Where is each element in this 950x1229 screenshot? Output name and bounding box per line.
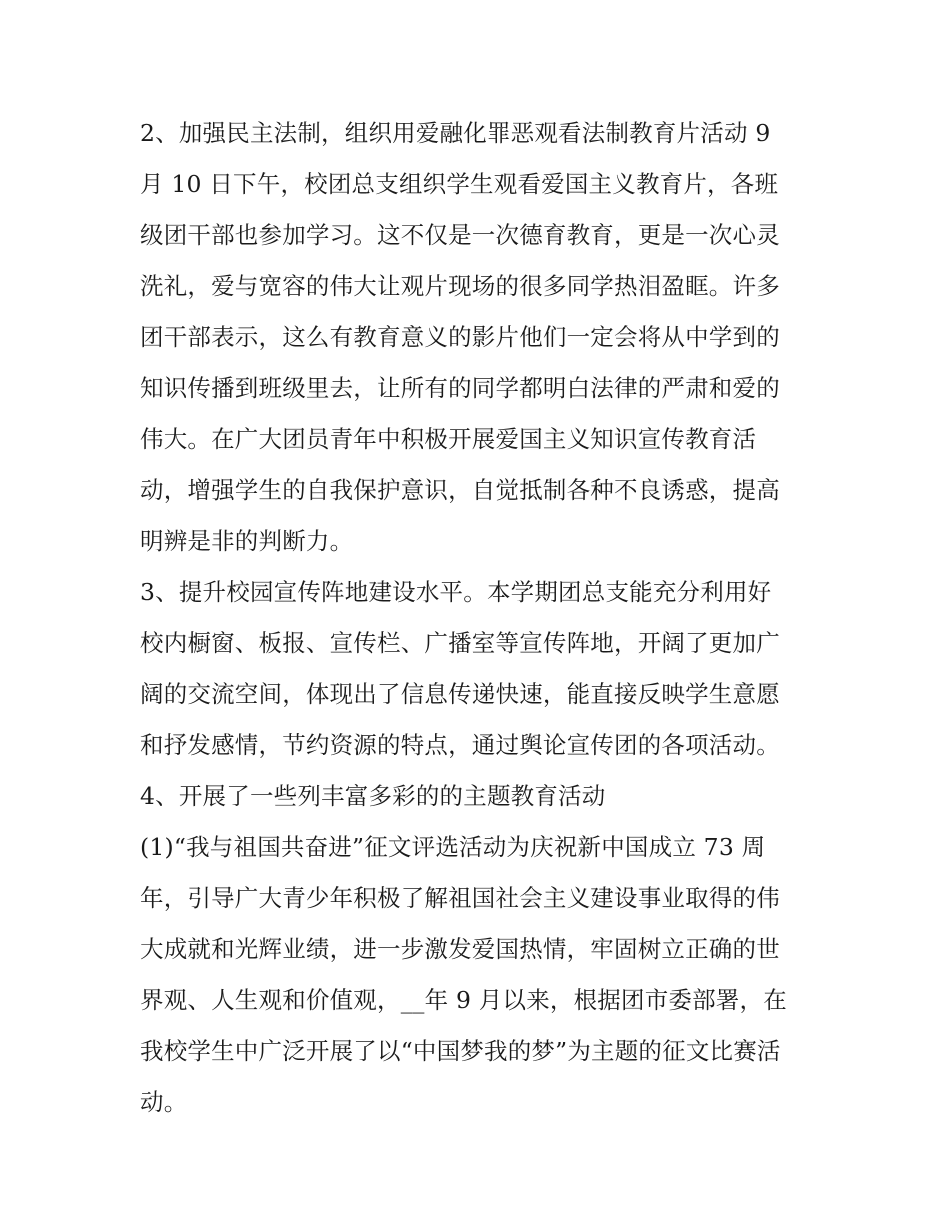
text-line: 阔的交流空间，体现出了信息传递快速，能直接反映学生意愿 [140, 680, 780, 708]
text-line: 2、加强民主法制，组织用爱融化罪恶观看法制教育片活动 9 [140, 119, 771, 147]
text-line: 年，引导广大青少年积极了解祖国社会主义建设事业取得的伟 [140, 884, 780, 912]
text-line: 洗礼，爱与宽容的伟大让观片现场的很多同学热泪盈眶。许多 [140, 272, 780, 300]
text-line: 我校学生中广泛开展了以“中国梦我的梦”为主题的征文比赛活 [140, 1037, 781, 1065]
text-line: 月 10 日下午，校团总支组织学生观看爱国主义教育片，各班 [140, 170, 779, 198]
text-line: 动，增强学生的自我保护意识，自觉抵制各种不良诱惑，提高 [140, 476, 780, 504]
text-line: 大成就和光辉业绩，进一步激发爱国热情，牢固树立正确的世 [140, 935, 780, 963]
text-line: 4、开展了一些列丰富多彩的的主题教育活动 [140, 782, 606, 810]
text-line: 级团干部也参加学习。这不仅是一次德育教育，更是一次心灵 [140, 221, 780, 249]
text-line: 知识传播到班级里去，让所有的同学都明白法律的严肃和爱的 [140, 374, 780, 402]
text-line: 和抒发感情，节约资源的特点，通过舆论宣传团的各项活动。 [140, 731, 780, 759]
text-line: (1)“我与祖国共奋进”征文评选活动为庆祝新中国成立 73 周 [140, 833, 766, 861]
text-line: 团干部表示，这么有教育意义的影片他们一定会将从中学到的 [140, 323, 780, 351]
text-line: 3、提升校园宣传阵地建设水平。本学期团总支能充分利用好 [140, 578, 772, 606]
text-line: 界观、人生观和价值观，__年 9 月以来，根据团市委部署，在 [140, 986, 787, 1014]
document-body [140, 108, 830, 1128]
text-line: 校内橱窗、板报、宣传栏、广播室等宣传阵地，开阔了更加广 [140, 629, 780, 657]
text-line: 伟大。在广大团员青年中积极开展爱国主义知识宣传教育活 [140, 425, 757, 453]
text-line: 动。 [140, 1088, 188, 1116]
text-line: 明辨是非的判断力。 [140, 527, 354, 555]
